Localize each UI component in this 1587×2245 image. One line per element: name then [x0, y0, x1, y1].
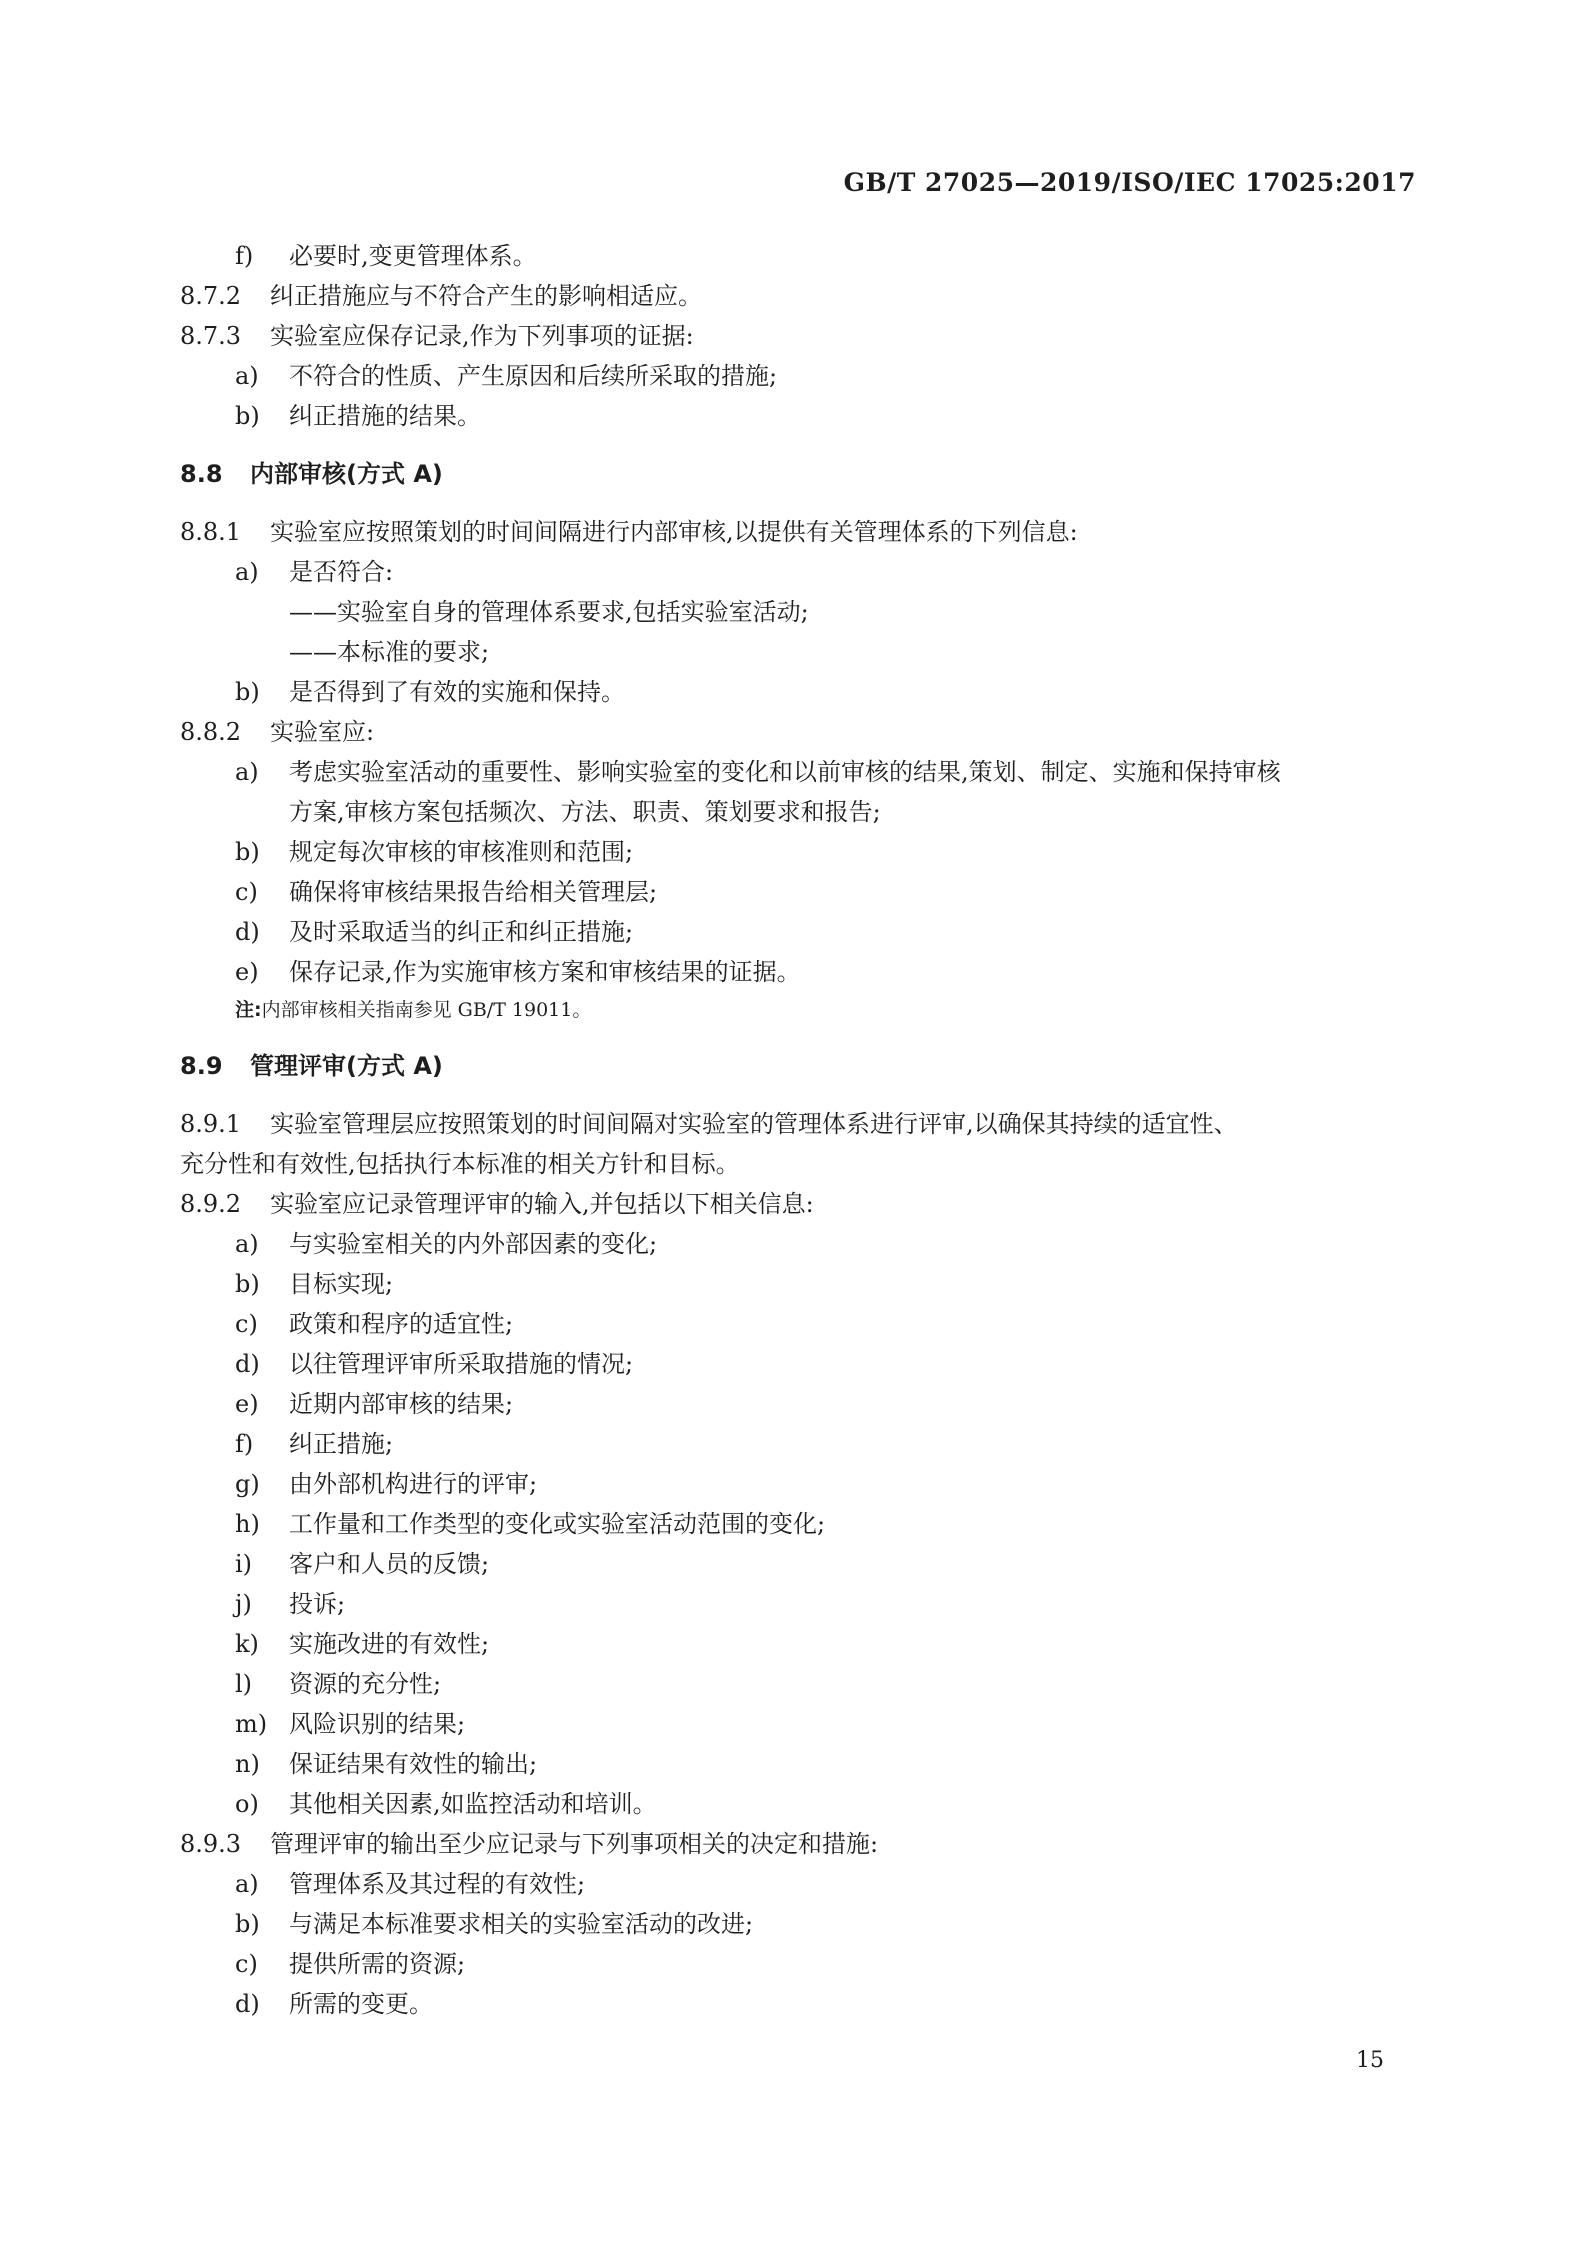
- item-text: 资源的充分性;: [289, 1670, 442, 1698]
- item-text: 近期内部审核的结果;: [289, 1390, 514, 1418]
- clause-text: 实验室应按照策划的时间间隔进行内部审核,以提供有关管理体系的下列信息:: [270, 518, 1078, 546]
- item-text: 必要时,变更管理体系。: [289, 242, 537, 270]
- item-mark: j): [235, 1590, 252, 1618]
- list-item: [180, 1384, 1420, 1424]
- clause-number: 8.8.1: [180, 518, 242, 546]
- list-item: [180, 236, 1420, 276]
- item-text: 其他相关因素,如监控活动和培训。: [289, 1790, 657, 1818]
- clause-8-9-3: [180, 1824, 1420, 1864]
- clause-text: 实验室管理层应按照策划的时间间隔对实验室的管理体系进行评审,以确保其持续的适宜性、: [270, 1110, 1238, 1138]
- item-text: 是否符合:: [289, 558, 394, 586]
- list-item: [180, 1304, 1420, 1344]
- item-text: 政策和程序的适宜性;: [289, 1310, 514, 1338]
- item-text: 及时采取适当的纠正和纠正措施;: [289, 918, 634, 946]
- item-mark: a): [235, 1230, 259, 1258]
- item-mark: b): [235, 402, 260, 430]
- note-label: 注:: [235, 999, 262, 1021]
- item-text: 不符合的性质、产生原因和后续所采取的措施;: [289, 362, 778, 390]
- item-mark: b): [235, 1270, 260, 1298]
- item-mark: e): [235, 958, 259, 986]
- item-mark: o): [235, 1790, 259, 1818]
- item-mark: a): [235, 558, 259, 586]
- clause-number: 8.9.3: [180, 1830, 242, 1858]
- clause-number: 8.9.2: [180, 1190, 242, 1218]
- item-text: 与满足本标准要求相关的实验室活动的改进;: [289, 1910, 754, 1938]
- list-item: [180, 1584, 1420, 1624]
- clause-text: 纠正措施应与不符合产生的影响相适应。: [270, 282, 702, 310]
- list-item: [180, 552, 1420, 592]
- clause-number: 8.7.2: [180, 282, 242, 310]
- item-text: 客户和人员的反馈;: [289, 1550, 490, 1578]
- clause-number: 8.8.2: [180, 718, 242, 746]
- item-text: 投诉;: [289, 1590, 346, 1618]
- list-item: [180, 1544, 1420, 1584]
- item-text: 提供所需的资源;: [289, 1950, 466, 1978]
- item-mark: c): [235, 1950, 258, 1978]
- clause-text: 实验室应保存记录,作为下列事项的证据:: [270, 322, 694, 350]
- list-item: [180, 1424, 1420, 1464]
- clause-8-9-2: [180, 1184, 1420, 1224]
- item-text: 以往管理评审所采取措施的情况;: [289, 1350, 634, 1378]
- list-item: [180, 672, 1420, 712]
- item-text: 保存记录,作为实施审核方案和审核结果的证据。: [289, 958, 801, 986]
- section-number: 8.9: [180, 1052, 223, 1080]
- item-mark: f): [235, 242, 254, 270]
- list-item: [180, 396, 1420, 436]
- list-item: [180, 1664, 1420, 1704]
- item-continuation: 方案,审核方案包括频次、方法、职责、策划要求和报告;: [289, 798, 881, 826]
- item-mark: c): [235, 878, 258, 906]
- item-text: 所需的变更。: [289, 1990, 433, 2018]
- list-item: [180, 1904, 1420, 1944]
- clause-8-7-2: [180, 276, 1420, 316]
- item-mark: c): [235, 1310, 258, 1338]
- item-mark: b): [235, 838, 260, 866]
- list-item: [180, 1264, 1420, 1304]
- list-item: [180, 832, 1420, 872]
- note: [180, 992, 1420, 1028]
- item-mark: k): [235, 1630, 259, 1658]
- list-item: [180, 1784, 1420, 1824]
- list-item: [180, 356, 1420, 396]
- item-mark: m): [235, 1710, 268, 1738]
- item-mark: d): [235, 1990, 260, 2018]
- list-item: [180, 1624, 1420, 1664]
- clause-continuation: 充分性和有效性,包括执行本标准的相关方针和目标。: [180, 1150, 740, 1178]
- list-item: [180, 1864, 1420, 1904]
- item-mark: d): [235, 918, 260, 946]
- item-mark: g): [235, 1470, 260, 1498]
- standard-code-header: GB/T 27025—2019/ISO/IEC 17025:2017: [843, 168, 1416, 197]
- section-heading-8-9: [180, 1046, 1420, 1086]
- item-text: 纠正措施;: [289, 1430, 394, 1458]
- list-item: [180, 1704, 1420, 1744]
- clause-text: 管理评审的输出至少应记录与下列事项相关的决定和措施:: [270, 1830, 879, 1858]
- list-item: [180, 1944, 1420, 1984]
- item-text: 考虑实验室活动的重要性、影响实验室的变化和以前审核的结果,策划、制定、实施和保持审核: [289, 758, 1281, 786]
- clause-8-8-2: [180, 712, 1420, 752]
- item-text: 实施改进的有效性;: [289, 1630, 490, 1658]
- note-text: 内部审核相关指南参见 GB/T 19011。: [261, 999, 592, 1021]
- item-text: 与实验室相关的内外部因素的变化;: [289, 1230, 658, 1258]
- clause-text: 实验室应记录管理评审的输入,并包括以下相关信息:: [270, 1190, 814, 1218]
- item-text: 规定每次审核的审核准则和范围;: [289, 838, 634, 866]
- list-item: [180, 872, 1420, 912]
- item-text: 管理体系及其过程的有效性;: [289, 1870, 586, 1898]
- item-text: 保证结果有效性的输出;: [289, 1750, 538, 1778]
- list-item: [180, 1744, 1420, 1784]
- section-heading-8-8: [180, 454, 1420, 494]
- list-item: [180, 1464, 1420, 1504]
- dash-item: ——实验室自身的管理体系要求,包括实验室活动;: [289, 598, 809, 626]
- section-title: 管理评审(方式 A): [250, 1052, 443, 1080]
- item-text: 确保将审核结果报告给相关管理层;: [289, 878, 658, 906]
- clause-text: 实验室应:: [270, 718, 375, 746]
- item-text: 纠正措施的结果。: [289, 402, 481, 430]
- item-text: 工作量和工作类型的变化或实验室活动范围的变化;: [289, 1510, 826, 1538]
- item-text: 目标实现;: [289, 1270, 394, 1298]
- page-number: 15: [1356, 2048, 1384, 2073]
- clause-number: 8.9.1: [180, 1110, 242, 1138]
- clause-8-8-1: [180, 512, 1420, 552]
- clause-8-7-3: [180, 316, 1420, 356]
- item-mark: b): [235, 678, 260, 706]
- item-mark: d): [235, 1350, 260, 1378]
- list-item: [180, 1504, 1420, 1544]
- clause-8-9-1: [180, 1104, 1420, 1144]
- item-mark: i): [235, 1550, 253, 1578]
- item-mark: l): [235, 1670, 253, 1698]
- item-mark: f): [235, 1430, 254, 1458]
- section-title: 内部审核(方式 A): [250, 460, 443, 488]
- list-item: [180, 1224, 1420, 1264]
- list-item: [180, 752, 1420, 792]
- item-mark: a): [235, 758, 259, 786]
- item-mark: a): [235, 362, 259, 390]
- list-item: [180, 1344, 1420, 1384]
- item-mark: b): [235, 1910, 260, 1938]
- item-text: 由外部机构进行的评审;: [289, 1470, 538, 1498]
- item-mark: e): [235, 1390, 259, 1418]
- page-content: [180, 236, 1420, 2024]
- dash-item: ——本标准的要求;: [289, 638, 490, 666]
- item-text: 风险识别的结果;: [289, 1710, 466, 1738]
- item-mark: a): [235, 1870, 259, 1898]
- item-text: 是否得到了有效的实施和保持。: [289, 678, 625, 706]
- list-item: [180, 1984, 1420, 2024]
- list-item: [180, 952, 1420, 992]
- clause-number: 8.7.3: [180, 322, 242, 350]
- list-item: [180, 912, 1420, 952]
- section-number: 8.8: [180, 460, 223, 488]
- item-mark: h): [235, 1510, 260, 1538]
- item-mark: n): [235, 1750, 260, 1778]
